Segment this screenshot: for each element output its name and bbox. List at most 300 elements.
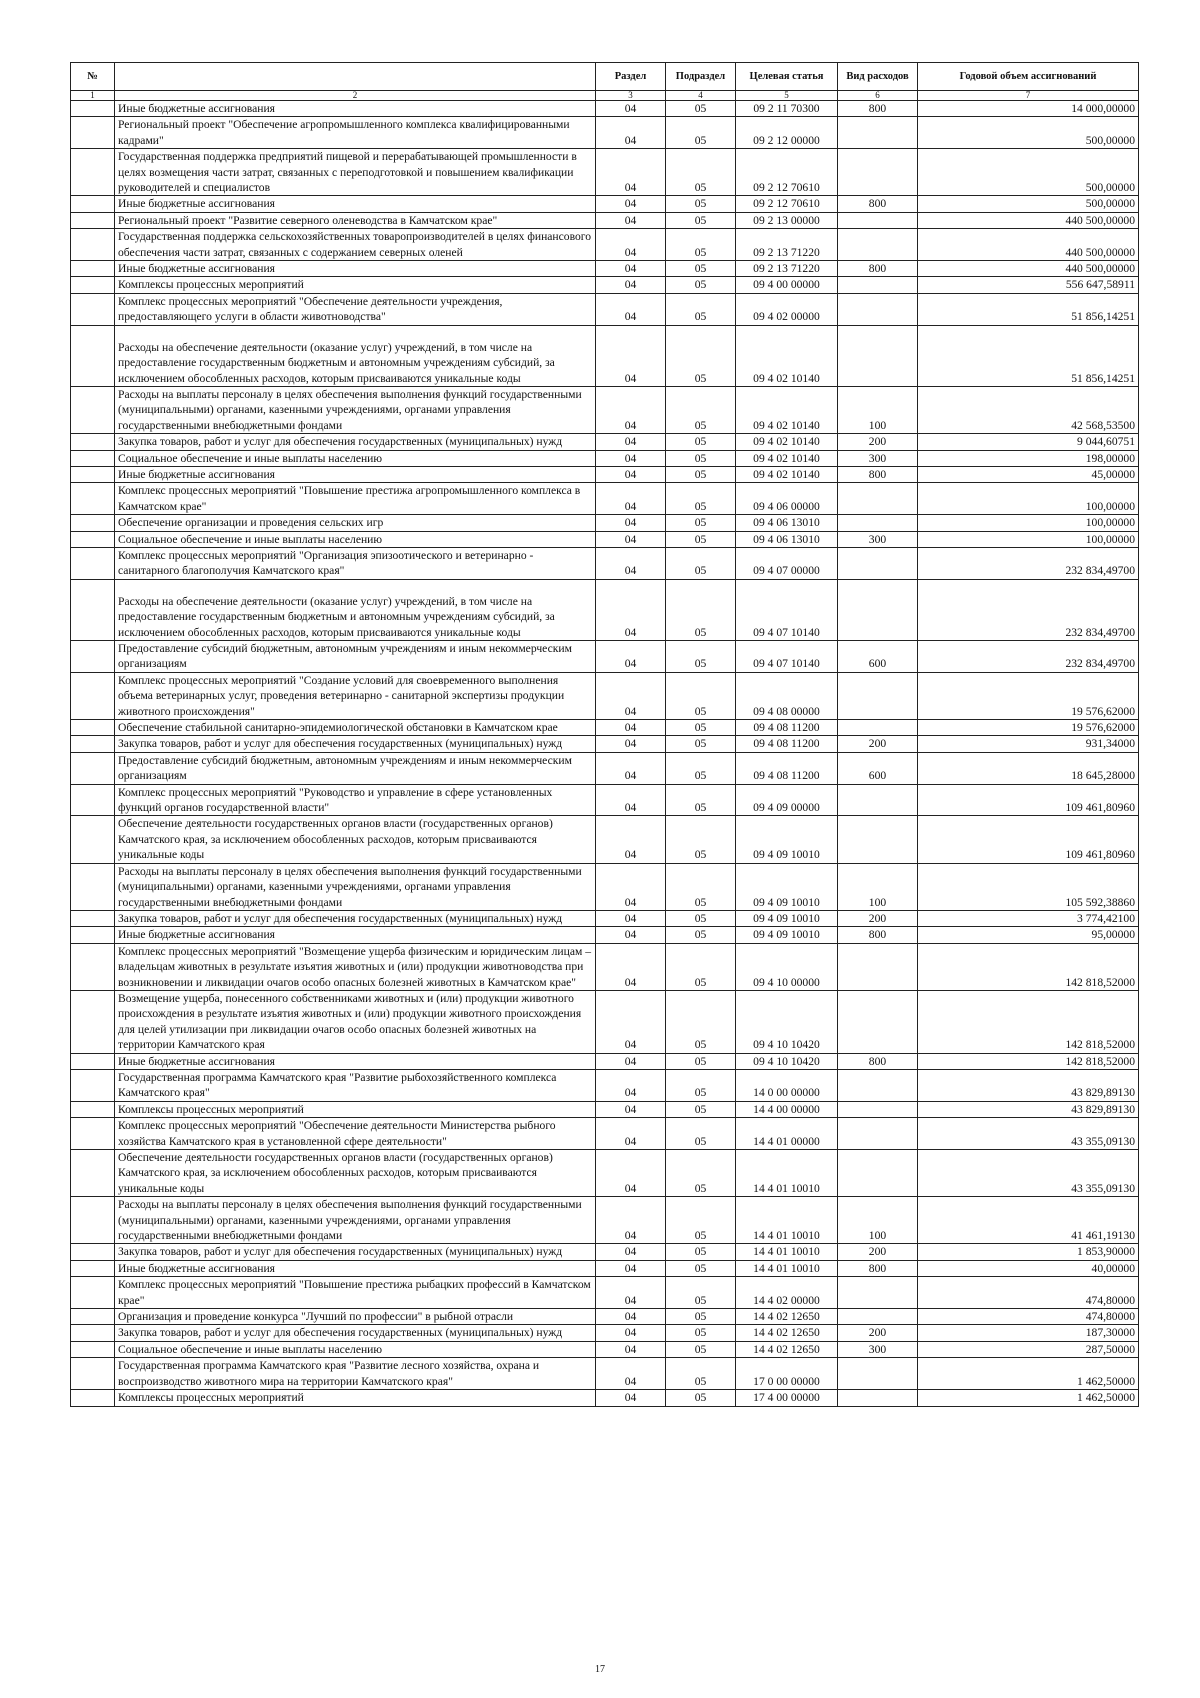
table-row	[71, 1118, 1139, 1150]
subsection-cell: 05	[666, 816, 736, 863]
target-article-cell: 09 4 02 00000	[736, 293, 838, 325]
section-cell: 04	[596, 1390, 666, 1406]
header-amount: Годовой объем ассигнований	[918, 63, 1139, 91]
item-name-cell: Расходы на выплаты персоналу в целях обеспечения выполнения функций государственными (муниципальными) органами, казенными учреждениями, органами управления государственными внебюджетными фондами	[115, 1197, 596, 1244]
item-name-cell: Предоставление субсидий бюджетным, автономным учреждениям и иным некоммерческим организациям	[115, 752, 596, 784]
subsection-cell: 05	[666, 641, 736, 673]
subsection-cell: 05	[666, 196, 736, 212]
target-article-cell: 09 4 09 10010	[736, 863, 838, 910]
expense-type-cell	[838, 816, 918, 863]
header-no: №	[71, 63, 115, 91]
amount-cell: 3 774,42100	[918, 910, 1139, 926]
target-article-cell: 09 4 02 10140	[736, 466, 838, 482]
row-number-cell	[71, 434, 115, 450]
subsection-cell: 05	[666, 117, 736, 149]
table-row	[71, 641, 1139, 673]
row-number-cell	[71, 450, 115, 466]
expense-type-cell	[838, 1358, 918, 1390]
expense-type-cell: 800	[838, 261, 918, 277]
table-row	[71, 386, 1139, 433]
expense-type-cell: 100	[838, 863, 918, 910]
subsection-cell: 05	[666, 1101, 736, 1117]
item-name-cell: Государственная поддержка сельскохозяйственных товаропроизводителей в целях финансового обеспечения части затрат, связанных с содержанием северных оленей	[115, 229, 596, 261]
item-name-cell: Комплекс процессных мероприятий "Создание условий для своевременного выполнения объема ветеринарных услуг, проведения ветеринарно - санитарной экспертизы продукции животного происхождения"	[115, 672, 596, 719]
row-number-cell	[71, 816, 115, 863]
table-row	[71, 531, 1139, 547]
expense-type-cell: 200	[838, 1325, 918, 1341]
row-number-cell	[71, 579, 115, 640]
amount-cell: 1 462,50000	[918, 1358, 1139, 1390]
amount-cell: 232 834,49700	[918, 579, 1139, 640]
row-number-cell	[71, 863, 115, 910]
target-article-cell: 14 4 00 00000	[736, 1101, 838, 1117]
section-cell: 04	[596, 101, 666, 117]
expense-type-cell	[838, 515, 918, 531]
expense-type-cell	[838, 579, 918, 640]
amount-cell: 41 461,19130	[918, 1197, 1139, 1244]
table-row	[71, 672, 1139, 719]
row-number-cell	[71, 293, 115, 325]
expense-type-cell: 800	[838, 1053, 918, 1069]
target-article-cell: 14 4 02 00000	[736, 1277, 838, 1309]
amount-cell: 500,00000	[918, 149, 1139, 196]
section-cell: 04	[596, 117, 666, 149]
section-cell: 04	[596, 736, 666, 752]
expense-type-cell: 200	[838, 910, 918, 926]
item-name-cell: Региональный проект "Развитие северного оленеводства в Камчатском крае"	[115, 212, 596, 228]
table-row	[71, 1069, 1139, 1101]
amount-cell: 440 500,00000	[918, 212, 1139, 228]
row-number-cell	[71, 784, 115, 816]
expense-type-cell: 800	[838, 196, 918, 212]
amount-cell: 19 576,62000	[918, 720, 1139, 736]
table-row	[71, 1390, 1139, 1406]
target-article-cell: 09 4 08 11200	[736, 720, 838, 736]
target-article-cell: 14 0 00 00000	[736, 1069, 838, 1101]
subsection-cell: 05	[666, 720, 736, 736]
row-number-cell	[71, 1118, 115, 1150]
table-row	[71, 816, 1139, 863]
row-number-cell	[71, 212, 115, 228]
target-article-cell: 14 4 01 10010	[736, 1150, 838, 1197]
section-cell: 04	[596, 672, 666, 719]
table-row	[71, 261, 1139, 277]
section-cell: 04	[596, 863, 666, 910]
column-number: 3	[596, 91, 666, 101]
row-number-cell	[71, 672, 115, 719]
subsection-cell: 05	[666, 579, 736, 640]
expense-type-cell: 300	[838, 450, 918, 466]
amount-cell: 1 853,90000	[918, 1244, 1139, 1260]
expense-type-cell: 100	[838, 386, 918, 433]
section-cell: 04	[596, 1260, 666, 1276]
amount-cell: 43 829,89130	[918, 1101, 1139, 1117]
row-number-cell	[71, 117, 115, 149]
expense-type-cell	[838, 1069, 918, 1101]
header-exp-type: Вид расходов	[838, 63, 918, 91]
row-number-cell	[71, 1277, 115, 1309]
target-article-cell: 09 2 12 70610	[736, 196, 838, 212]
section-cell: 04	[596, 1118, 666, 1150]
section-cell: 04	[596, 1197, 666, 1244]
row-number-cell	[71, 483, 115, 515]
section-cell: 04	[596, 910, 666, 926]
table-row	[71, 943, 1139, 990]
row-number-cell	[71, 1244, 115, 1260]
item-name-cell: Социальное обеспечение и иные выплаты населению	[115, 1341, 596, 1357]
item-name-cell: Комплекс процессных мероприятий "Повышение престижа рыбацких профессий в Камчатском крае"	[115, 1277, 596, 1309]
item-name-cell: Иные бюджетные ассигнования	[115, 1260, 596, 1276]
amount-cell: 43 829,89130	[918, 1069, 1139, 1101]
target-article-cell: 09 4 02 10140	[736, 325, 838, 386]
section-cell: 04	[596, 466, 666, 482]
row-number-cell	[71, 752, 115, 784]
table-row	[71, 325, 1139, 386]
amount-cell: 43 355,09130	[918, 1118, 1139, 1150]
section-cell: 04	[596, 1341, 666, 1357]
header-article: Целевая статья	[736, 63, 838, 91]
subsection-cell: 05	[666, 1277, 736, 1309]
table-row	[71, 1358, 1139, 1390]
amount-cell: 142 818,52000	[918, 1053, 1139, 1069]
section-cell: 04	[596, 212, 666, 228]
item-name-cell: Возмещение ущерба, понесенного собственниками животных и (или) продукции животного происхождения в результате изъятия животных и (или) продукции животного происхождения для целей утилизации при ликвидации очагов особо опасных болезней животных на территории Камчатского края	[115, 990, 596, 1053]
row-number-cell	[71, 1390, 115, 1406]
target-article-cell: 09 4 09 10010	[736, 910, 838, 926]
row-number-cell	[71, 386, 115, 433]
item-name-cell: Расходы на выплаты персоналу в целях обеспечения выполнения функций государственными (муниципальными) органами, казенными учреждениями, органами управления государственными внебюджетными фондами	[115, 386, 596, 433]
subsection-cell: 05	[666, 863, 736, 910]
item-name-cell: Государственная программа Камчатского края "Развитие рыбохозяйственного комплекса Камчатского края"	[115, 1069, 596, 1101]
item-name-cell: Иные бюджетные ассигнования	[115, 101, 596, 117]
expense-type-cell: 600	[838, 752, 918, 784]
expense-type-cell	[838, 784, 918, 816]
column-number: 2	[115, 91, 596, 101]
subsection-cell: 05	[666, 736, 736, 752]
section-cell: 04	[596, 1358, 666, 1390]
table-row	[71, 483, 1139, 515]
subsection-cell: 05	[666, 466, 736, 482]
row-number-cell	[71, 277, 115, 293]
target-article-cell: 14 4 01 00000	[736, 1118, 838, 1150]
row-number-cell	[71, 101, 115, 117]
row-number-cell	[71, 943, 115, 990]
amount-cell: 474,80000	[918, 1309, 1139, 1325]
table-row	[71, 1260, 1139, 1276]
target-article-cell: 14 4 02 12650	[736, 1341, 838, 1357]
subsection-cell: 05	[666, 101, 736, 117]
item-name-cell: Комплексы процессных мероприятий	[115, 1101, 596, 1117]
table-row	[71, 1277, 1139, 1309]
target-article-cell: 09 4 08 00000	[736, 672, 838, 719]
section-cell: 04	[596, 816, 666, 863]
row-number-cell	[71, 1053, 115, 1069]
row-number-cell	[71, 1325, 115, 1341]
subsection-cell: 05	[666, 1260, 736, 1276]
target-article-cell: 09 4 00 00000	[736, 277, 838, 293]
expense-type-cell	[838, 483, 918, 515]
section-cell: 04	[596, 386, 666, 433]
item-name-cell: Расходы на выплаты персоналу в целях обеспечения выполнения функций государственными (муниципальными) органами, казенными учреждениями, органами управления государственными внебюджетными фондами	[115, 863, 596, 910]
subsection-cell: 05	[666, 1341, 736, 1357]
amount-cell: 500,00000	[918, 117, 1139, 149]
target-article-cell: 17 0 00 00000	[736, 1358, 838, 1390]
subsection-cell: 05	[666, 1069, 736, 1101]
table-row	[71, 579, 1139, 640]
expense-type-cell: 300	[838, 531, 918, 547]
row-number-cell	[71, 466, 115, 482]
table-row	[71, 1341, 1139, 1357]
subsection-cell: 05	[666, 1358, 736, 1390]
table-row	[71, 1197, 1139, 1244]
subsection-cell: 05	[666, 547, 736, 579]
row-number-cell	[71, 1069, 115, 1101]
item-name-cell: Комплекс процессных мероприятий "Обеспечение деятельности Министерства рыбного хозяйства Камчатского края в установленной сфере деятельности"	[115, 1118, 596, 1150]
target-article-cell: 09 4 08 11200	[736, 736, 838, 752]
amount-cell: 109 461,80960	[918, 816, 1139, 863]
table-row	[71, 1150, 1139, 1197]
subsection-cell: 05	[666, 229, 736, 261]
item-name-cell: Организация и проведение конкурса "Лучший по профессии" в рыбной отрасли	[115, 1309, 596, 1325]
target-article-cell: 09 2 13 71220	[736, 261, 838, 277]
table-row	[71, 277, 1139, 293]
row-number-cell	[71, 641, 115, 673]
target-article-cell: 09 4 02 10140	[736, 386, 838, 433]
row-number-cell	[71, 927, 115, 943]
target-article-cell: 14 4 01 10010	[736, 1244, 838, 1260]
subsection-cell: 05	[666, 1197, 736, 1244]
table-row	[71, 784, 1139, 816]
item-name-cell: Комплексы процессных мероприятий	[115, 1390, 596, 1406]
target-article-cell: 09 4 09 00000	[736, 784, 838, 816]
section-cell: 04	[596, 784, 666, 816]
subsection-cell: 05	[666, 752, 736, 784]
amount-cell: 42 568,53500	[918, 386, 1139, 433]
item-name-cell: Государственная программа Камчатского края "Развитие лесного хозяйства, охрана и воспроизводство животного мира на территории Камчатского края"	[115, 1358, 596, 1390]
table-row	[71, 212, 1139, 228]
amount-cell: 105 592,38860	[918, 863, 1139, 910]
row-number-cell	[71, 1358, 115, 1390]
target-article-cell: 09 4 07 10140	[736, 641, 838, 673]
subsection-cell: 05	[666, 515, 736, 531]
section-cell: 04	[596, 752, 666, 784]
row-number-cell	[71, 1260, 115, 1276]
amount-cell: 100,00000	[918, 515, 1139, 531]
subsection-cell: 05	[666, 784, 736, 816]
budget-sheet	[70, 62, 1138, 1407]
target-article-cell: 09 2 12 70610	[736, 149, 838, 196]
column-number: 6	[838, 91, 918, 101]
expense-type-cell	[838, 1309, 918, 1325]
subsection-cell: 05	[666, 325, 736, 386]
subsection-cell: 05	[666, 1053, 736, 1069]
target-article-cell: 09 4 10 00000	[736, 943, 838, 990]
table-row	[71, 752, 1139, 784]
page-number: 17	[595, 1664, 605, 1675]
expense-type-cell	[838, 293, 918, 325]
item-name-cell: Комплекс процессных мероприятий "Руководство и управление в сфере установленных функций органов государственной власти"	[115, 784, 596, 816]
table-row	[71, 149, 1139, 196]
expense-type-cell	[838, 672, 918, 719]
subsection-cell: 05	[666, 261, 736, 277]
amount-cell: 440 500,00000	[918, 261, 1139, 277]
table-row	[71, 1244, 1139, 1260]
item-name-cell: Иные бюджетные ассигнования	[115, 466, 596, 482]
section-cell: 04	[596, 641, 666, 673]
table-row	[71, 720, 1139, 736]
expense-type-cell	[838, 720, 918, 736]
target-article-cell: 09 4 10 10420	[736, 990, 838, 1053]
amount-cell: 51 856,14251	[918, 325, 1139, 386]
item-name-cell: Комплексы процессных мероприятий	[115, 277, 596, 293]
amount-cell: 43 355,09130	[918, 1150, 1139, 1197]
column-number: 1	[71, 91, 115, 101]
target-article-cell: 09 4 06 13010	[736, 531, 838, 547]
target-article-cell: 14 4 02 12650	[736, 1325, 838, 1341]
target-article-cell: 14 4 01 10010	[736, 1197, 838, 1244]
target-article-cell: 17 4 00 00000	[736, 1390, 838, 1406]
table-row	[71, 736, 1139, 752]
subsection-cell: 05	[666, 927, 736, 943]
row-number-cell	[71, 910, 115, 926]
section-cell: 04	[596, 943, 666, 990]
amount-cell: 109 461,80960	[918, 784, 1139, 816]
table-row	[71, 1053, 1139, 1069]
row-number-cell	[71, 149, 115, 196]
subsection-cell: 05	[666, 943, 736, 990]
subsection-cell: 05	[666, 1309, 736, 1325]
expense-type-cell: 100	[838, 1197, 918, 1244]
expense-type-cell	[838, 1150, 918, 1197]
item-name-cell: Социальное обеспечение и иные выплаты населению	[115, 531, 596, 547]
section-cell: 04	[596, 1053, 666, 1069]
subsection-cell: 05	[666, 910, 736, 926]
item-name-cell: Обеспечение деятельности государственных органов власти (государственных органов) Камчатского края, за исключением обособленных расходов, которым присваиваются уникальные коды	[115, 816, 596, 863]
expense-type-cell	[838, 1277, 918, 1309]
section-cell: 04	[596, 515, 666, 531]
row-number-cell	[71, 1150, 115, 1197]
subsection-cell: 05	[666, 1244, 736, 1260]
subsection-cell: 05	[666, 1325, 736, 1341]
subsection-cell: 05	[666, 1390, 736, 1406]
header-subsection: Подраздел	[666, 63, 736, 91]
table-row	[71, 863, 1139, 910]
expense-type-cell: 600	[838, 641, 918, 673]
section-cell: 04	[596, 1101, 666, 1117]
row-number-cell	[71, 229, 115, 261]
row-number-cell	[71, 515, 115, 531]
target-article-cell: 14 4 02 12650	[736, 1309, 838, 1325]
section-cell: 04	[596, 1244, 666, 1260]
subsection-cell: 05	[666, 990, 736, 1053]
subsection-cell: 05	[666, 293, 736, 325]
amount-cell: 232 834,49700	[918, 547, 1139, 579]
row-number-cell	[71, 531, 115, 547]
amount-cell: 14 000,00000	[918, 101, 1139, 117]
column-number: 7	[918, 91, 1139, 101]
row-number-cell	[71, 1197, 115, 1244]
header-row	[71, 63, 1139, 91]
subsection-cell: 05	[666, 212, 736, 228]
section-cell: 04	[596, 261, 666, 277]
expense-type-cell: 800	[838, 101, 918, 117]
amount-cell: 440 500,00000	[918, 229, 1139, 261]
expense-type-cell: 800	[838, 1260, 918, 1276]
expense-type-cell	[838, 1118, 918, 1150]
item-name-cell: Иные бюджетные ассигнования	[115, 1053, 596, 1069]
section-cell: 04	[596, 483, 666, 515]
row-number-cell	[71, 1341, 115, 1357]
item-name-cell: Социальное обеспечение и иные выплаты населению	[115, 450, 596, 466]
amount-cell: 40,00000	[918, 1260, 1139, 1276]
amount-cell: 51 856,14251	[918, 293, 1139, 325]
section-cell: 04	[596, 149, 666, 196]
amount-cell: 474,80000	[918, 1277, 1139, 1309]
item-name-cell: Комплекс процессных мероприятий "Повышение престижа агропромышленного комплекса в Камчатском крае"	[115, 483, 596, 515]
table-row	[71, 1101, 1139, 1117]
target-article-cell: 09 4 07 00000	[736, 547, 838, 579]
expense-type-cell: 200	[838, 736, 918, 752]
amount-cell: 95,00000	[918, 927, 1139, 943]
section-cell: 04	[596, 927, 666, 943]
section-cell: 04	[596, 277, 666, 293]
subsection-cell: 05	[666, 450, 736, 466]
target-article-cell: 09 4 10 10420	[736, 1053, 838, 1069]
subsection-cell: 05	[666, 1118, 736, 1150]
amount-cell: 45,00000	[918, 466, 1139, 482]
item-name-cell: Иные бюджетные ассигнования	[115, 196, 596, 212]
target-article-cell: 09 2 12 00000	[736, 117, 838, 149]
table-row	[71, 1309, 1139, 1325]
amount-cell: 198,00000	[918, 450, 1139, 466]
column-number: 5	[736, 91, 838, 101]
amount-cell: 142 818,52000	[918, 990, 1139, 1053]
expense-type-cell	[838, 325, 918, 386]
expense-type-cell: 300	[838, 1341, 918, 1357]
expense-type-cell: 800	[838, 927, 918, 943]
expense-type-cell	[838, 212, 918, 228]
target-article-cell: 09 4 09 10010	[736, 927, 838, 943]
amount-cell: 18 645,28000	[918, 752, 1139, 784]
target-article-cell: 09 2 11 70300	[736, 101, 838, 117]
budget-rows	[71, 101, 1139, 1407]
subsection-cell: 05	[666, 277, 736, 293]
section-cell: 04	[596, 293, 666, 325]
item-name-cell: Комплекс процессных мероприятий "Организация эпизоотического и ветеринарно - санитарного благополучия Камчатского края"	[115, 547, 596, 579]
header-name	[115, 63, 596, 91]
item-name-cell: Иные бюджетные ассигнования	[115, 261, 596, 277]
row-number-cell	[71, 736, 115, 752]
amount-cell: 187,30000	[918, 1325, 1139, 1341]
expense-type-cell	[838, 943, 918, 990]
section-cell: 04	[596, 325, 666, 386]
target-article-cell: 09 4 08 11200	[736, 752, 838, 784]
item-name-cell: Закупка товаров, работ и услуг для обеспечения государственных (муниципальных) нужд	[115, 910, 596, 926]
table-row	[71, 547, 1139, 579]
table-row	[71, 466, 1139, 482]
table-row	[71, 910, 1139, 926]
subsection-cell: 05	[666, 483, 736, 515]
amount-cell: 500,00000	[918, 196, 1139, 212]
row-number-cell	[71, 261, 115, 277]
row-number-cell	[71, 325, 115, 386]
expense-type-cell	[838, 990, 918, 1053]
section-cell: 04	[596, 720, 666, 736]
row-number-cell	[71, 196, 115, 212]
amount-cell: 232 834,49700	[918, 641, 1139, 673]
target-article-cell: 09 4 02 10140	[736, 434, 838, 450]
row-number-cell	[71, 547, 115, 579]
